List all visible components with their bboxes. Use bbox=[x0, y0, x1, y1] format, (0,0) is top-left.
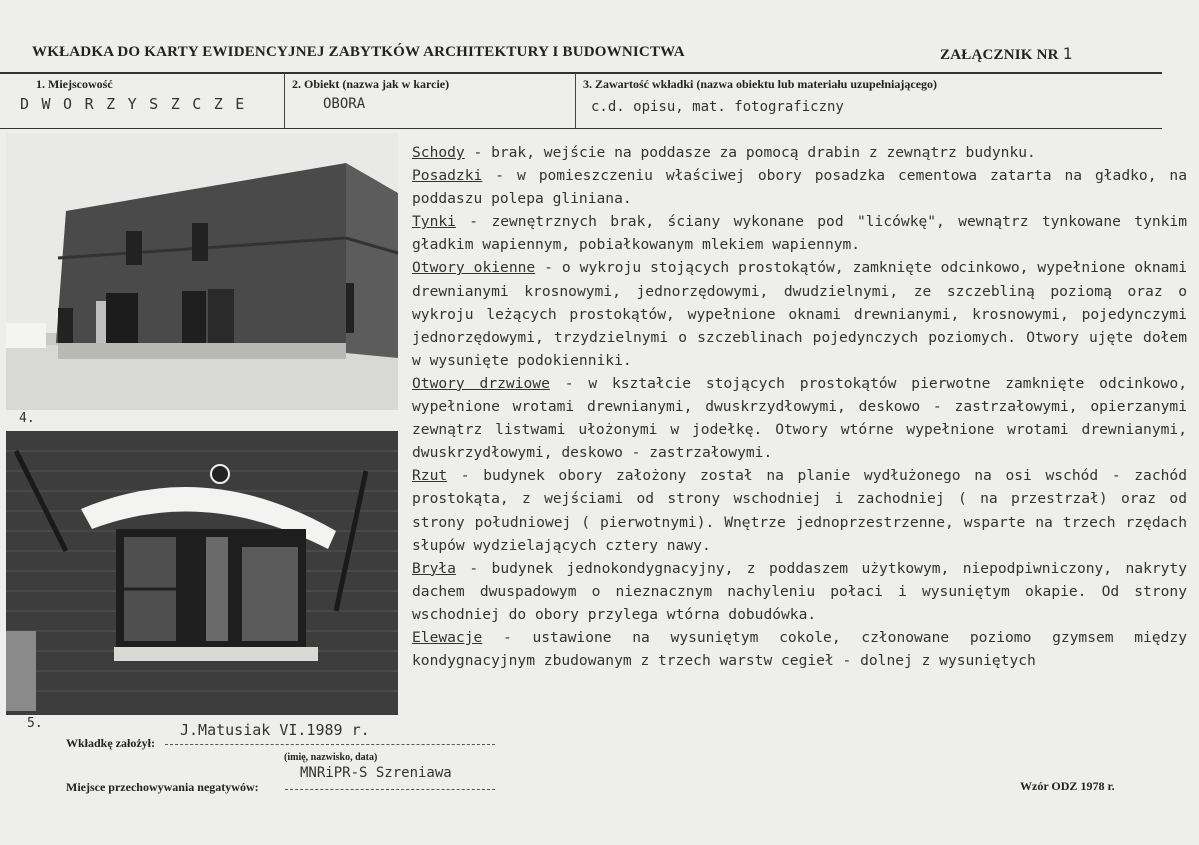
negatives-label: Miejsce przechowywania negatywów: bbox=[66, 780, 259, 794]
section-key: Tynki bbox=[412, 213, 456, 231]
field-3-value: c.d. opisu, mat. fotograficzny bbox=[591, 99, 844, 115]
field-1-value: DWORZYSZCZE bbox=[20, 95, 257, 113]
section-key: Otwory drzwiowe bbox=[412, 374, 550, 392]
section-key: Elewacje bbox=[412, 628, 483, 646]
section-key: Bryła bbox=[412, 559, 456, 577]
section-text: - w kształcie stojących prostokątów pierwotne zamknięte odcinkowo, wypełnione wrotami drewnianymi, dwuskrzydłowymi, deskowo - zastrzałowymi, opierzanymi zewnątrz listwami ułożonymi w jodełkę. Otwory wtórne wypełnione wrotami drewnianymi, dwuskrzydłowymi, deskowo - zastrzałowymi. bbox=[412, 374, 1187, 462]
window-detail-image bbox=[6, 431, 398, 715]
section-key: Posadzki bbox=[412, 167, 483, 185]
field-divider-1 bbox=[284, 73, 285, 128]
photo-barn-exterior bbox=[6, 133, 398, 410]
annex-number: 1 bbox=[1062, 44, 1073, 63]
form-reference: Wzór ODZ 1978 r. bbox=[1020, 779, 1115, 793]
annex-label bbox=[940, 44, 1072, 64]
author-value: J.Matusiak VI.1989 r. bbox=[180, 721, 370, 739]
field-2-value: OBORA bbox=[323, 96, 366, 112]
author-label: Wkładkę założył: bbox=[66, 736, 155, 750]
section-key: Otwory okienne bbox=[412, 259, 536, 277]
field-2-label: 2. Obiekt (nazwa jak w karcie) bbox=[292, 77, 450, 91]
annex-text: ZAŁĄCZNIK NR bbox=[940, 47, 1059, 63]
card-title: WKŁADKA DO KARTY EWIDENCYJNEJ ZABYTKÓW ARCHITEKTURY I BUDOWNICTWA bbox=[32, 44, 685, 60]
section-text: - o wykroju stojących prostokątów, zamknięte odcinkowo, wypełnione oknami drewnianymi krosnowymi, jednorzędowymi, dwudzielnymi, ze szczebliną poziomą oraz o wykroju leżących prostokątów, wypełnione oknami drewnianymi, krosnowymi, pojedynczymi jednorzędowymi, trzydzielnymi o szczeblinach pojedynczych poziomych. Otwory ujęte dołem w wysunięte podokienniki. bbox=[412, 259, 1187, 369]
section-rzut bbox=[412, 464, 1187, 556]
author-hint: (imię, nazwisko, data) bbox=[284, 752, 378, 763]
field-3-label: 3. Zawartość wkładki (nazwa obiektu lub materiału uzupełniającego) bbox=[583, 77, 938, 91]
section-text: - brak, wejście na poddasze za pomocą drabin z zewnątrz budynku. bbox=[464, 144, 1036, 161]
negatives-line bbox=[285, 789, 495, 790]
fields-rule bbox=[0, 128, 1162, 129]
section-posadzki bbox=[412, 164, 1187, 210]
author-line bbox=[165, 744, 495, 745]
field-1-label: 1. Miejscowość bbox=[36, 77, 113, 91]
section-text: - ustawione na wysuniętym cokole, członowane poziomo gzymsem między kondygnacyjnym zbudowanym z trzech warstw cegieł - dolnej z wysuniętych bbox=[412, 628, 1187, 670]
section-elewacje bbox=[412, 626, 1187, 672]
section-tynki bbox=[412, 210, 1187, 256]
section-otwory-okienne bbox=[412, 256, 1187, 371]
section-text: - w pomieszczeniu właściwej obory posadzka cementowa zatarta na gładko, na poddaszu polepa gliniana. bbox=[412, 167, 1187, 208]
section-text: - budynek obory założony został na planie wydłużonego na osi wschód - zachód prostokąta, z wejściami od strony wschodniej i zachodniej ( na przestrzał) oraz od strony południowej ( pierwotnymi). Wnętrze jednoprzestrzenne, wsparte na trzech rzędach słupów wydzielających cztery nawy. bbox=[412, 467, 1187, 554]
negatives-value: MNRiPR-S Szreniawa bbox=[300, 765, 452, 781]
section-bryla bbox=[412, 557, 1187, 626]
photo-window-detail bbox=[6, 431, 398, 715]
header-rule bbox=[0, 72, 1162, 74]
section-otwory-drzwiowe bbox=[412, 372, 1187, 464]
section-schody bbox=[412, 141, 1187, 164]
section-key: Schody bbox=[412, 144, 465, 161]
section-key: Rzut bbox=[412, 467, 448, 485]
description-text bbox=[412, 141, 1187, 672]
section-text: - zewnętrznych brak, ściany wykonane pod "licówkę", wewnątrz tynkowane tynkim gładkim wapiennym, pobiałkowanym mlekiem wapiennym. bbox=[412, 213, 1187, 254]
photo-2-number: 5. bbox=[27, 716, 43, 731]
field-divider-2 bbox=[575, 73, 576, 128]
photo-1-number: 4. bbox=[19, 411, 35, 426]
section-text: - budynek jednokondygnacyjny, z poddaszem użytkowym, niepodpiwniczony, nakryty dachem dwuspadowym o nieznacznym nachyleniu połaci i wysuniętym okapie. Od strony wschodniej do obory przylega wtórna dobudówka. bbox=[412, 559, 1187, 623]
barn-exterior-image bbox=[6, 133, 398, 410]
